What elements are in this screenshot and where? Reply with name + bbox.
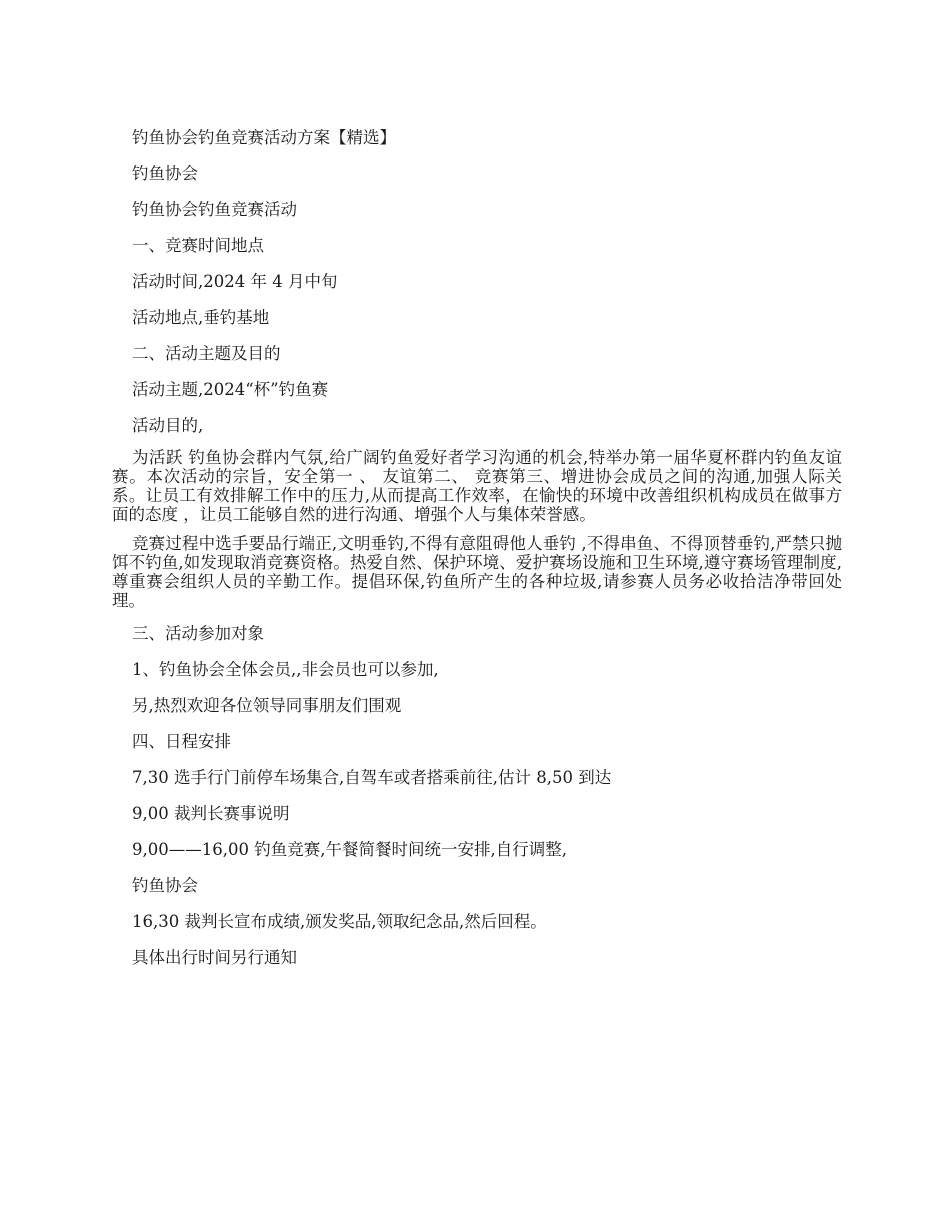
document-subtitle: 钓鱼协会钓鱼竞赛活动	[132, 200, 297, 219]
purpose-paragraph-2: 竞赛过程中选手要品行端正,文明垂钓,不得有意阻碍他人垂钓 ,不得串鱼、不得顶替垂钓,严禁只抛饵不钓鱼,如发现取消竞赛资格。热爱自然、保护环境、爱护赛场设施和卫生环境,遵守赛场管理制度,尊重赛会组织人员的辛勤工作。提倡环保,钓鱼所产生的各种垃圾,请参赛人员务必收拾洁净带回处理。	[112, 534, 842, 610]
activity-purpose-label: 活动目的,	[132, 416, 204, 435]
section-heading-theme-purpose: 二、活动主题及目的	[132, 344, 281, 363]
section-heading-participants: 三、活动参加对象	[132, 624, 264, 643]
schedule-item-4: 钓鱼协会	[132, 876, 198, 895]
document-body	[112, 124, 842, 980]
schedule-item-1: 7,30 选手行门前停车场集合,自驾车或者搭乘前往,估计 8,50 到达	[132, 768, 612, 787]
section-heading-time-place: 一、竞赛时间地点	[132, 236, 264, 255]
schedule-item-2: 9,00 裁判长赛事说明	[132, 804, 290, 823]
participants-item-2: 另,热烈欢迎各位领导同事朋友们围观	[132, 696, 402, 715]
section-heading-schedule: 四、日程安排	[132, 732, 231, 751]
schedule-item-3: 9,00——16,00 钓鱼竞赛,午餐简餐时间统一安排,自行调整,	[132, 840, 567, 859]
activity-theme: 活动主题,2024“杯”钓鱼赛	[132, 380, 329, 399]
schedule-item-6: 具体出行时间另行通知	[132, 948, 297, 967]
activity-place: 活动地点,垂钓基地	[132, 308, 270, 327]
activity-time: 活动时间,2024 年 4 月中旬	[132, 272, 338, 291]
organization-name: 钓鱼协会	[132, 164, 198, 183]
schedule-item-5: 16,30 裁判长宣布成绩,颁发奖品,领取纪念品,然后回程。	[132, 912, 547, 931]
purpose-paragraph-1: 为活跃 钓鱼协会群内气氛,给广阔钓鱼爱好者学习沟通的机会,特举办第一届华夏杯群内钓鱼友谊赛。本次活动的宗旨，安全第一 、 友谊第二、 竞赛第三、增进协会成员之间的沟通,加强人际关系。让员工有效排解工作中的压力,从而提高工作效率，在愉快的环境中改善组织机构成员在做事方面的态度 ，让员工能够自然的进行沟通、增强个人与集体荣誉感。	[112, 448, 842, 524]
document-title: 钓鱼协会钓鱼竞赛活动方案【精选】	[132, 128, 396, 147]
participants-item-1: 1、钓鱼协会全体会员,,非会员也可以参加,	[132, 660, 439, 679]
